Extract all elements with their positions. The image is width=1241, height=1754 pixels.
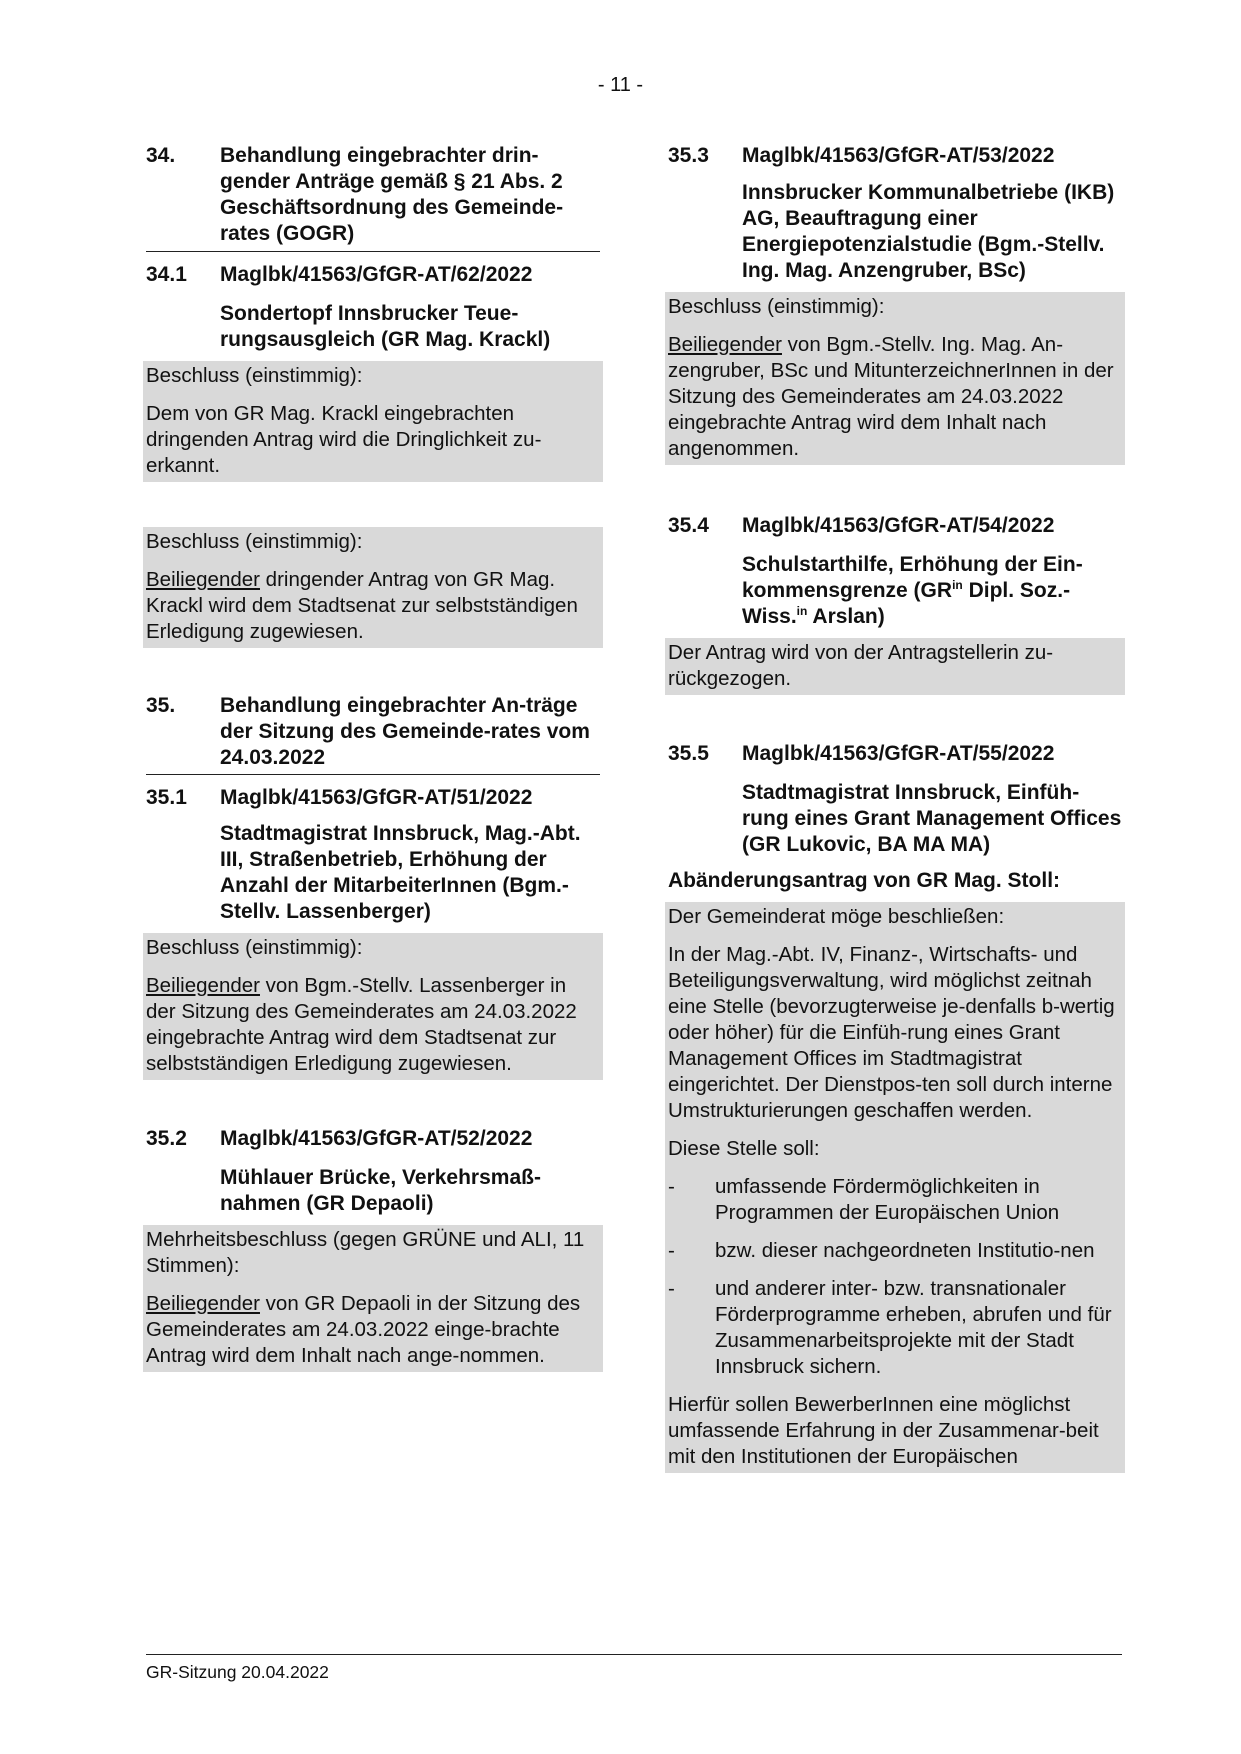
footer-rule (146, 1654, 1122, 1655)
item-35-4-header (668, 513, 1122, 539)
amendment-paragraph: Der Gemeinderat möge beschließen: (668, 905, 1005, 928)
left-column (146, 143, 600, 1372)
amendment-paragraph: In der Mag.-Abt. IV, Finanz-, Wirtschafts- und Beteiligungsverwaltung, wird möglichst zeitnah eine Stelle (bevorzugterweise je-denfalls b-wertig oder höher) für die Einfüh-rung eines Grant Management Offices im Stadtmagistrat eingerichtet. Der Dienstpos-ten soll durch interne Umstrukturierungen geschaffen werden. (668, 943, 1115, 1122)
underlined-word: Beiliegender (146, 568, 260, 591)
resolution-box (143, 1225, 603, 1372)
item-number: 35.3 (668, 144, 709, 167)
item-35-3-header (668, 143, 1122, 169)
amendment-heading: Abänderungsantrag von GR Mag. Stoll: (668, 869, 1061, 892)
section-title: Behandlung eingebrachter An-träge der Sitzung des Gemeinde-rates vom 24.03.2022 (220, 694, 590, 769)
resolution-text: Beiliegender von GR Depaoli in der Sitzung des Gemeinderates am 24.03.2022 einge-brachte Antrag wird dem Inhalt nach ange-nommen. (146, 1292, 581, 1367)
section-34-header (146, 143, 600, 252)
item-34-1-header (146, 262, 600, 288)
list-item: - umfassende Fördermöglichkeiten in Programmen der Europäischen Union (668, 1175, 1060, 1224)
right-column (668, 143, 1122, 1473)
item-35-2-header (146, 1126, 600, 1152)
list-item: - und anderer inter- bzw. transnationaler Förderprogramme erheben, abrufen und für Zusammenarbeitsprojekte mit der Stadt Innsbruck sichern. (668, 1277, 1112, 1378)
resolution-label: Mehrheitsbeschluss (gegen GRÜNE und ALI, 11 Stimmen): (146, 1228, 585, 1277)
resolution-text: Beiliegender dringender Antrag von GR Mag. Krackl wird dem Stadtsenat zur selbstständigen Erledigung zugewiesen. (146, 568, 578, 643)
resolution-text: Beiliegender von Bgm.-Stellv. Ing. Mag. An-zengruber, BSc und MitunterzeichnerInnen in der Sitzung des Gemeinderates am 24.03.2022 eingebrachte Antrag wird dem Inhalt nach angenommen. (668, 333, 1114, 460)
resolution-box (143, 527, 603, 648)
item-35-5-header (668, 741, 1122, 767)
item-number: 35.2 (146, 1127, 187, 1150)
item-title: Mühlauer Brücke, Verkehrsmaß-nahmen (GR Depaoli) (220, 1166, 541, 1215)
item-number: 35.5 (668, 742, 709, 765)
resolution-text: Dem von GR Mag. Krackl eingebrachten dringenden Antrag wird die Dringlichkeit zu-erkannt. (146, 402, 542, 477)
item-number: 34.1 (146, 263, 187, 286)
item-code: Maglbk/41563/GfGR-AT/52/2022 (220, 1127, 533, 1150)
item-title: Schulstarthilfe, Erhöhung der Ein-kommensgrenze ($GR^{in}$ Dipl. Soz.-Wiss.$^{in}$ Arslan) (742, 553, 1083, 628)
underlined-word: Beiliegender (146, 974, 260, 997)
underlined-word: Beiliegender (668, 333, 782, 356)
resolution-label: Beschluss (einstimmig): (668, 295, 885, 318)
item-title: Sondertopf Innsbrucker Teue-rungsausgleich (GR Mag. Krackl) (220, 302, 551, 351)
item-title: Stadtmagistrat Innsbruck, Mag.-Abt. III, Straßenbetrieb, Erhöhung der Anzahl der MitarbeiterInnen (Bgm.-Stellv. Lassenberger) (220, 822, 581, 923)
item-title: Innsbrucker Kommunalbetriebe (IKB) AG, Beauftragung einer Energiepotenzialstudie (Bgm.-Stellv. Ing. Mag. Anzengruber, BSc) (742, 181, 1115, 282)
resolution-box (665, 292, 1125, 465)
amendment-paragraph: Diese Stelle soll: (668, 1137, 820, 1160)
amendment-box (665, 902, 1125, 1473)
list-item: - bzw. dieser nachgeordneten Institutio-nen (668, 1239, 1095, 1262)
resolution-box (143, 361, 603, 482)
item-35-1-header (146, 785, 600, 811)
section-35-header (146, 693, 600, 775)
resolution-text: Beiliegender von Bgm.-Stellv. Lassenberger in der Sitzung des Gemeinderates am 24.03.2022 eingebrachte Antrag wird dem Stadtsenat zur selbstständigen Erledigung zugewiesen. (146, 974, 577, 1075)
item-code: Maglbk/41563/GfGR-AT/62/2022 (220, 263, 533, 286)
item-number: 35.4 (668, 514, 709, 537)
resolution-box (143, 933, 603, 1080)
underlined-word: Beiliegender (146, 1292, 260, 1315)
resolution-text: Der Antrag wird von der Antragstellerin zu-rückgezogen. (668, 641, 1054, 690)
resolution-box (665, 638, 1125, 695)
item-title: Stadtmagistrat Innsbruck, Einfüh-rung eines Grant Management Offices (GR Lukovic, BA MA MA) (742, 781, 1122, 856)
section-number: 34. (146, 144, 176, 167)
section-number: 35. (146, 694, 176, 717)
item-code: Maglbk/41563/GfGR-AT/55/2022 (742, 742, 1055, 765)
item-code: Maglbk/41563/GfGR-AT/51/2022 (220, 786, 533, 809)
resolution-label: Beschluss (einstimmig): (146, 364, 363, 387)
section-title: Behandlung eingebrachter drin-gender Anträge gemäß § 21 Abs. 2 Geschäftsordnung des Gemeinde-rates (GOGR) (220, 144, 564, 245)
resolution-label: Beschluss (einstimmig): (146, 936, 363, 959)
page-number: - 11 - (597, 74, 644, 96)
item-code: Maglbk/41563/GfGR-AT/53/2022 (742, 144, 1055, 167)
resolution-label: Beschluss (einstimmig): (146, 530, 363, 553)
item-code: Maglbk/41563/GfGR-AT/54/2022 (742, 514, 1055, 537)
item-number: 35.1 (146, 786, 187, 809)
footer-text: GR-Sitzung 20.04.2022 (146, 1662, 329, 1682)
amendment-paragraph: Hierfür sollen BewerberInnen eine möglichst umfassende Erfahrung in der Zusammenar-beit mit den Institutionen der Europäischen (668, 1393, 1099, 1468)
